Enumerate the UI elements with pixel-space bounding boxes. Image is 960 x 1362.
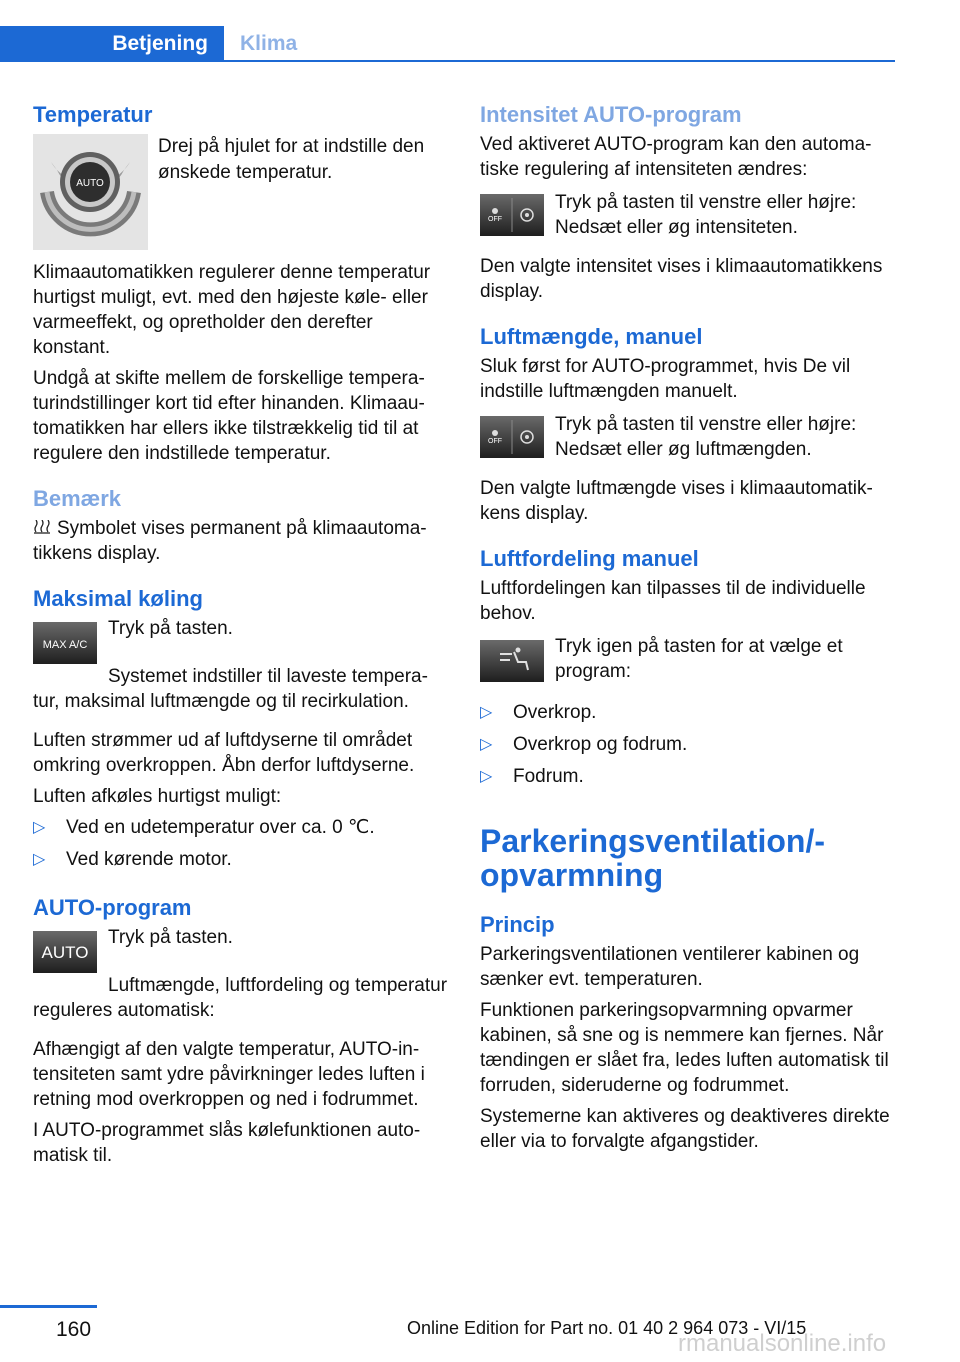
parking-paragraph-2: Funktionen parkeringsopvarmning opvarmer kabinen, så sne og is nemmere kan fjernes. Når tændingen er slået fra, ledes luften automatisk til forruden, sideruderne og fodrummet. xyxy=(480,1000,889,1096)
intensity-heading: Intensitet AUTO-program xyxy=(480,102,742,127)
max-paragraph-1: Luften strømmer ud af luftdyserne til området omkring overkroppen. Åbn derfor luftdyserne. xyxy=(33,730,415,776)
max-bullet-list xyxy=(33,815,448,879)
note-heading: Bemærk xyxy=(33,486,122,511)
note-text: Symbolet vises permanent på klimaautomatikkens display. xyxy=(33,518,427,564)
list-item: ▷ Overkrop og fodrum. xyxy=(480,734,688,755)
distribution-bullet-list xyxy=(480,700,895,796)
airflow-paragraph-1: Sluk først for AUTO-programmet, hvis De vil indstille luftmængden manuelt. xyxy=(480,356,851,402)
left-column xyxy=(33,100,448,1174)
airflow-block xyxy=(480,412,895,462)
auto-button-image xyxy=(33,931,97,973)
max-cooling-block xyxy=(33,616,448,664)
intensity-caption: Tryk på tasten til venstre eller højre: Nedsæt eller øg intensiteten. xyxy=(555,192,857,238)
auto-paragraph-2: I AUTO-programmet slås kølefunktionen automatisk til. xyxy=(33,1120,421,1166)
off-label: OFF xyxy=(488,216,502,223)
header-rule xyxy=(0,60,895,62)
parking-heading: Parkeringsventilation/-opvarmning xyxy=(480,823,825,893)
max-ac-button-image xyxy=(33,622,97,664)
max-caption-1: Tryk på tasten. xyxy=(108,618,233,639)
note-paragraph xyxy=(33,516,448,566)
max-cooling-heading: Maksimal køling xyxy=(33,586,203,611)
airflow-caption: Tryk på tasten til venstre eller højre: Nedsæt eller øg luftmængden. xyxy=(555,414,857,460)
auto-program-heading: AUTO-program xyxy=(33,895,192,920)
max-caption-2: Systemet indstiller til laveste temperatur, maksimal luftmængde og til recirkulation. xyxy=(33,666,428,712)
list-item: ▷ Ved en udetemperatur over ca. 0 ℃. xyxy=(33,817,375,838)
watermark: rmanualsonline.info xyxy=(678,1330,887,1357)
subsection-tab: Klima xyxy=(240,32,298,55)
triangle-bullet-icon: ▷ xyxy=(480,768,493,785)
distribution-caption: Tryk igen på tasten for at vælge et program: xyxy=(555,636,843,682)
airflow-button-image xyxy=(480,416,544,458)
distribution-paragraph-1: Luftfordelingen kan tilpasses til de individuelle behov. xyxy=(480,578,866,624)
temperature-knob-image xyxy=(33,134,148,250)
page-number: 160 xyxy=(56,1318,92,1341)
list-item: ▷ Overkrop. xyxy=(480,702,597,723)
max-ac-label: MAX A/C xyxy=(42,639,88,651)
knob-auto-label: AUTO xyxy=(76,178,104,189)
list-item: ▷ Fodrum. xyxy=(480,766,584,787)
intensity-block xyxy=(480,190,895,240)
auto-caption-2: Luftmængde, luftfordeling og temperatur reguleres automatisk: xyxy=(33,975,448,1021)
triangle-bullet-icon: ▷ xyxy=(480,736,493,753)
auto-paragraph-1: Afhængigt af den valgte temperatur, AUTO-intensiteten samt ydre påvirkninger ledes luften i retning mod overkroppen og ned i fodrummet. xyxy=(33,1039,425,1110)
temperature-paragraph-2: Undgå at skifte mellem de forskellige temperaturindstillinger kort tid efter hinanden. Klimaautomatikken har ellers ikke tilstrækkelig tid til at regulere den indstillede temperatur. xyxy=(33,368,425,464)
triangle-bullet-icon: ▷ xyxy=(33,851,46,868)
intensity-paragraph-2: Den valgte intensitet vises i klimaautomatikkens display. xyxy=(480,256,883,302)
airflow-heading: Luftmængde, manuel xyxy=(480,324,703,349)
temperature-paragraph-1: Klimaautomatikken regulerer denne temperatur hurtigst muligt, evt. med den højeste køle- eller varmeeffekt, og opretholder den derefter konstant. xyxy=(33,262,431,358)
edition-text: Online Edition for Part no. 01 40 2 964 073 - VI/15 xyxy=(407,1318,807,1338)
intensity-paragraph-1: Ved aktiveret AUTO-program kan den automatiske regulering af intensiteten ændres: xyxy=(480,134,872,180)
distribution-block xyxy=(480,634,895,684)
temperature-block xyxy=(33,134,448,250)
triangle-bullet-icon: ▷ xyxy=(33,819,46,836)
auto-program-block xyxy=(33,925,448,973)
list-item: ▷ Ved kørende motor. xyxy=(33,849,232,870)
distribution-heading: Luftfordeling manuel xyxy=(480,546,699,571)
page-header xyxy=(0,0,960,64)
off-label: OFF xyxy=(488,438,502,445)
air-distribution-button-image xyxy=(480,640,544,682)
temperature-caption: Drej på hjulet for at indstille den ønskede temperatur. xyxy=(158,136,425,183)
triangle-bullet-icon: ▷ xyxy=(480,704,493,721)
fan-off-button-image xyxy=(480,194,544,236)
parking-paragraph-1: Parkeringsventilationen ventilerer kabinen og sænker evt. temperaturen. xyxy=(480,944,860,990)
max-paragraph-2: Luften afkøles hurtigst muligt: xyxy=(33,786,282,807)
right-column xyxy=(480,100,895,1160)
parking-paragraph-3: Systemerne kan aktiveres og deaktiveres direkte eller via to forvalgte afgangstider. xyxy=(480,1106,890,1152)
footer-rule xyxy=(0,1305,97,1308)
airflow-paragraph-2: Den valgte luftmængde vises i klimaautomatikkens display. xyxy=(480,478,873,524)
section-tab: Betjening xyxy=(0,26,224,62)
auto-label: AUTO xyxy=(41,943,89,962)
principle-heading: Princip xyxy=(480,912,555,937)
auto-caption-1: Tryk på tasten. xyxy=(108,927,233,948)
temperature-heading: Temperatur xyxy=(33,102,153,127)
heater-symbol-icon xyxy=(33,516,51,530)
